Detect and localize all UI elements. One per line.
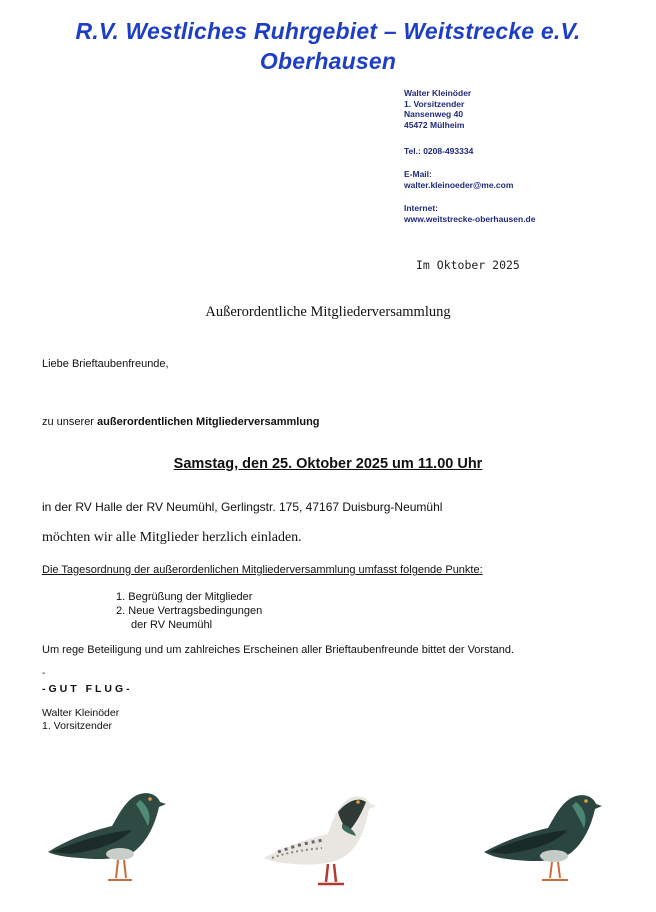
agenda-item-number: 2. xyxy=(116,605,126,617)
event-location: in der RV Halle der RV Neumühl, Gerlingstr. 175, 47167 Duisburg-Neumühl xyxy=(42,500,443,514)
dark-pigeon-icon xyxy=(478,782,608,892)
signature-name: Walter Kleinöder xyxy=(42,707,120,719)
intro-prefix: zu unserer xyxy=(42,416,98,428)
closing-text: Um rege Beteiligung und um zahlreiches Erscheinen aller Brieftaubenfreunde bittet der Vorstand. xyxy=(42,644,515,656)
contact-email-label: E-Mail: xyxy=(404,169,432,179)
agenda-heading: Die Tagesordnung der außerordenlichen Mitgliederversammlung umfasst folgende Punkte: xyxy=(42,564,483,576)
contact-email[interactable]: walter.kleinoeder@me.com xyxy=(404,180,514,190)
contact-name: Walter Kleinöder xyxy=(404,88,472,98)
agenda-item-number: 1. xyxy=(116,591,126,603)
agenda-item xyxy=(116,591,252,603)
salutation: Liebe Brieftaubenfreunde, xyxy=(42,358,169,370)
contact-phone: Tel.: 0208-493334 xyxy=(404,146,474,156)
contact-role: 1. Vorsitzender xyxy=(404,98,465,109)
signature-role: 1. Vorsitzender xyxy=(42,720,113,732)
letterhead-subtitle: Oberhausen xyxy=(259,48,397,74)
contact-city: 45472 Mülheim xyxy=(404,119,465,130)
agenda-item xyxy=(116,605,262,617)
contact-street: Nansenweg 40 xyxy=(404,109,464,119)
intro-line xyxy=(42,416,320,428)
agenda-item-text: Neue Vertragsbedingungen xyxy=(128,605,263,617)
contact-internet-label: Internet: xyxy=(404,203,438,213)
agenda-item-continuation: der RV Neumühl xyxy=(131,619,213,631)
white-pied-pigeon-icon xyxy=(258,782,388,892)
dash-mark: - xyxy=(42,668,46,679)
contact-block xyxy=(404,88,644,130)
agenda-item-text: Begrüßung der Mitglieder xyxy=(128,591,253,603)
letterhead-title: R.V. Westliches Ruhrgebiet – Weitstrecke e.V. xyxy=(75,18,581,44)
letter-subject: Außerordentliche Mitgliederversammlung xyxy=(205,304,451,320)
dark-pigeon-icon xyxy=(40,780,170,890)
invitation-text: möchten wir alle Mitglieder herzlich einladen. xyxy=(42,530,302,545)
gut-flug-greeting: -GUT FLUG- xyxy=(42,683,133,695)
event-datetime: Samstag, den 25. Oktober 2025 um 11.00 Uhr xyxy=(173,456,483,472)
letter-date: Im Oktober 2025 xyxy=(416,258,520,272)
intro-bold: außerordentlichen Mitgliederversammlung xyxy=(97,416,320,428)
contact-website[interactable]: www.weitstrecke-oberhausen.de xyxy=(404,214,536,224)
